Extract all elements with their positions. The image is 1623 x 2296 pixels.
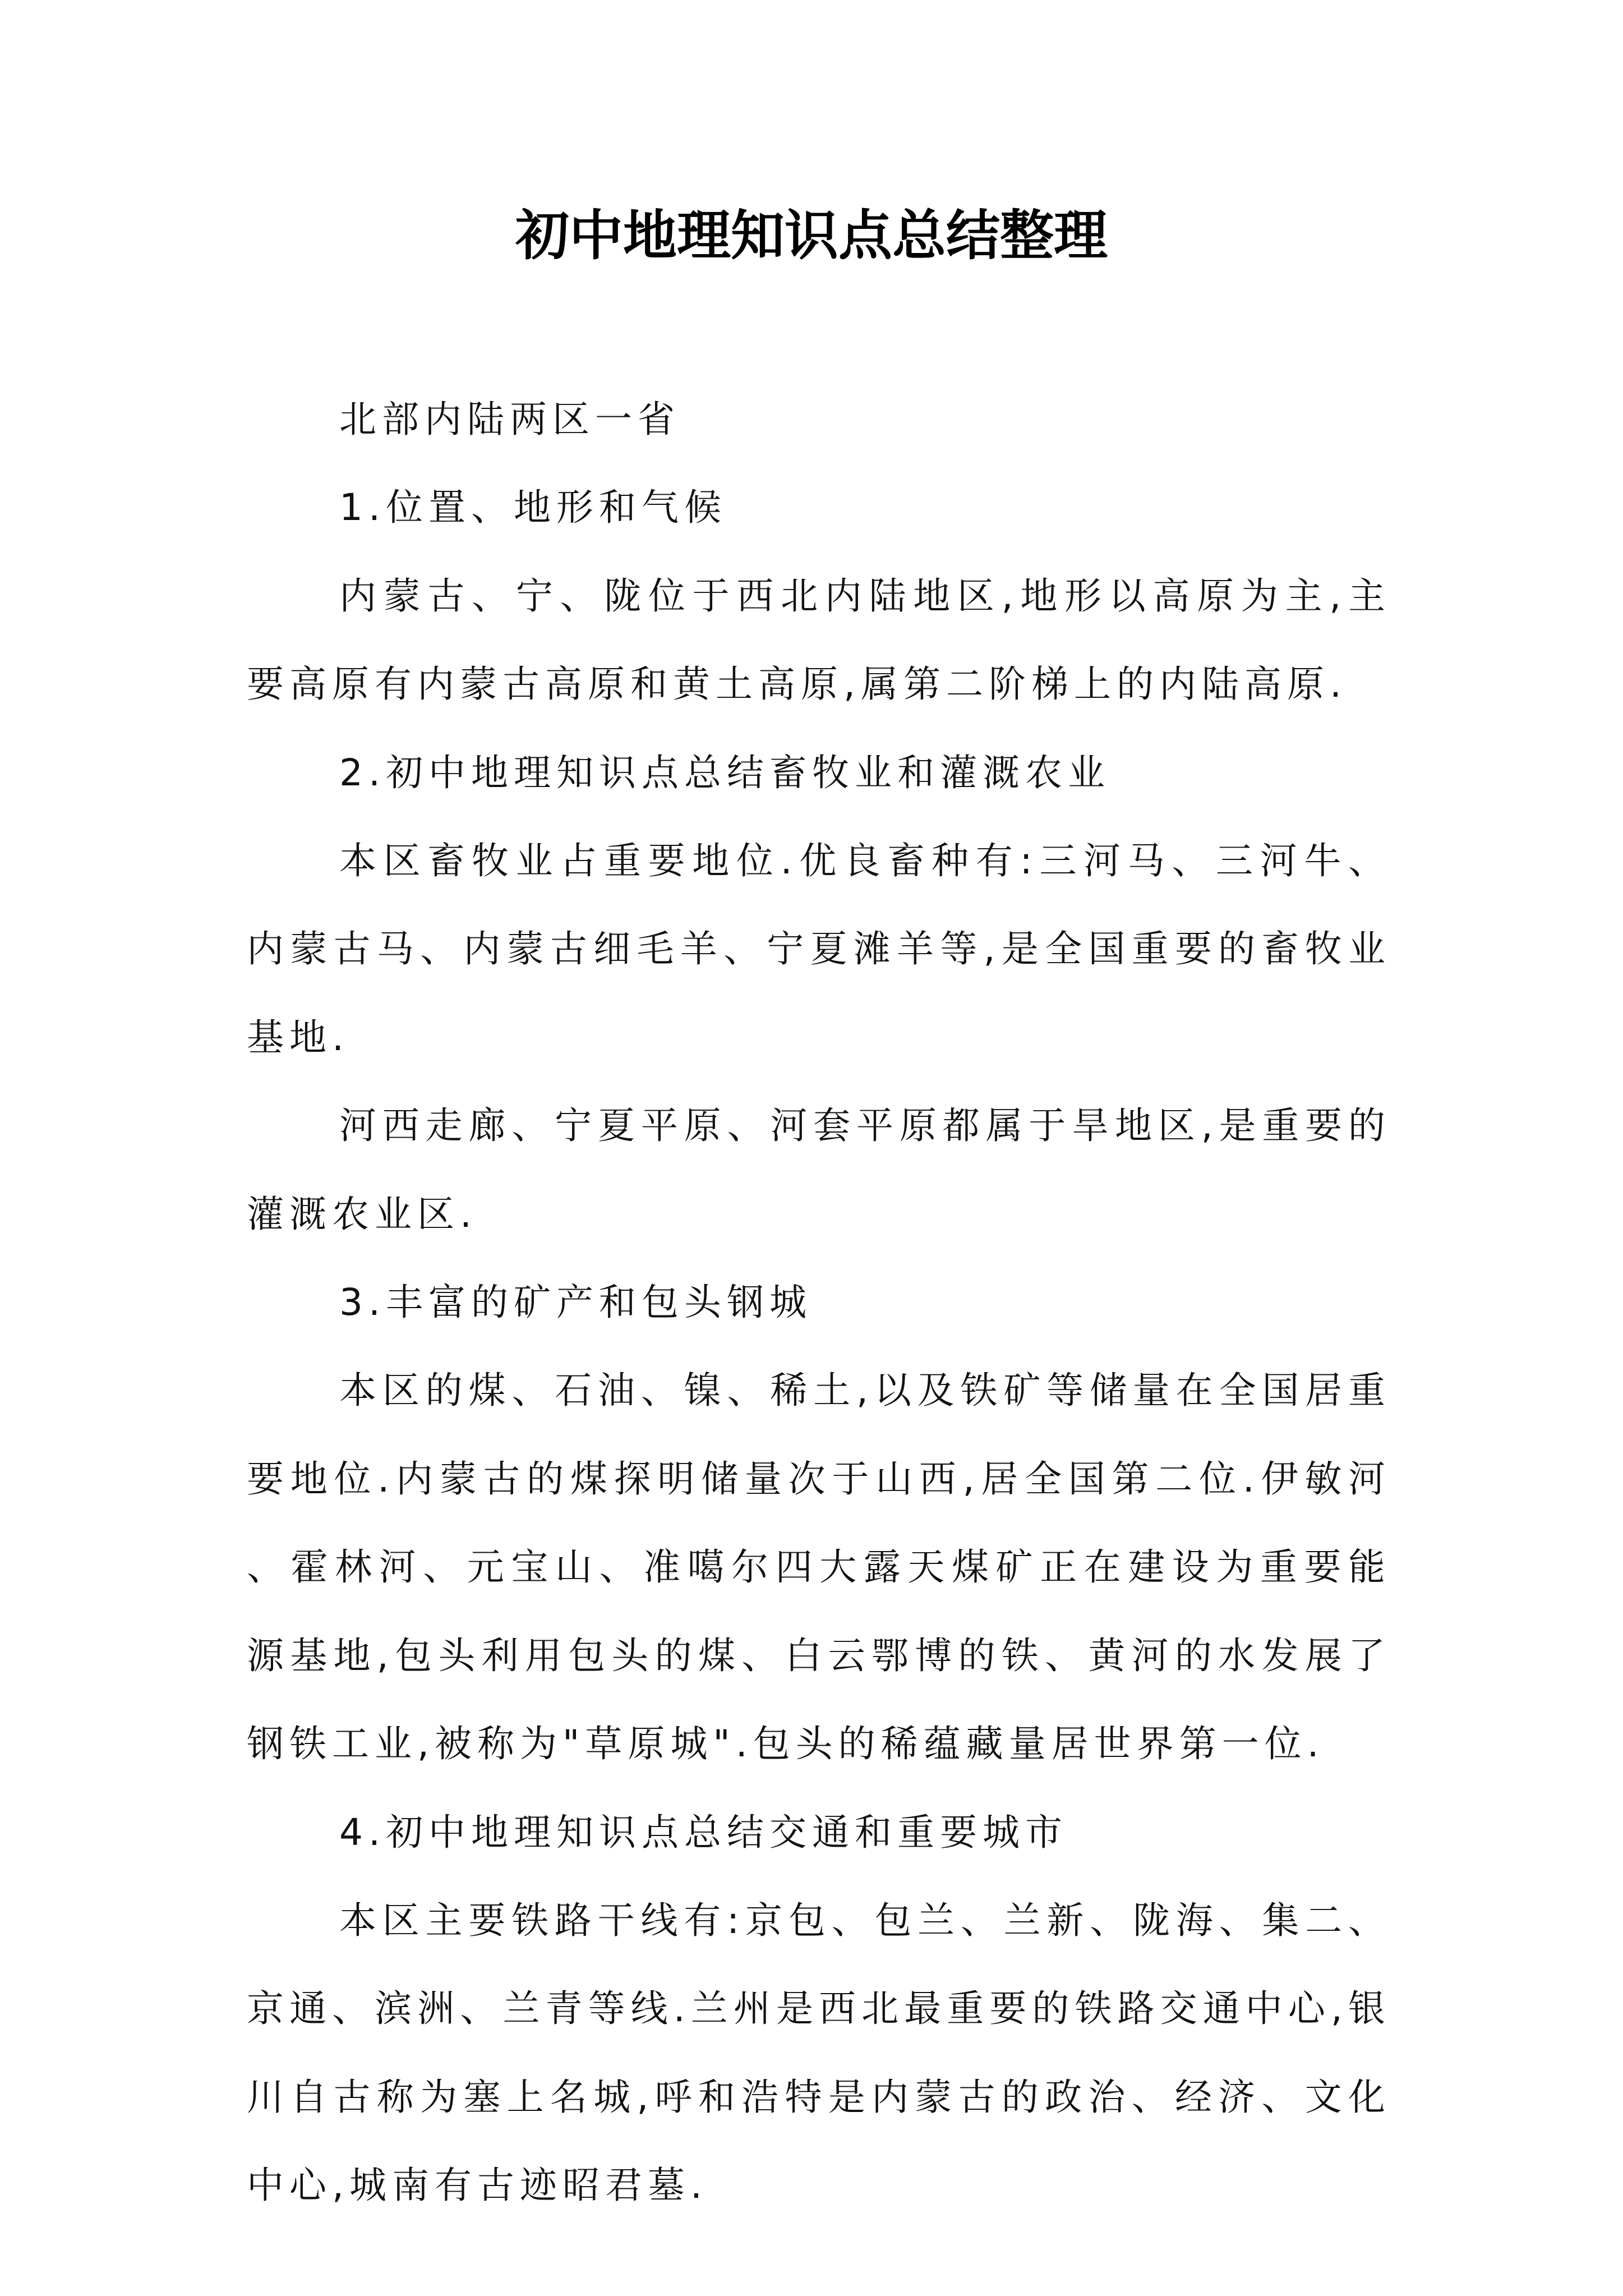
body-paragraph: 本区主要铁路干线有:京包、包兰、兰新、陇海、集二、京通、滨洲、兰青等线.兰州是西北最重要的铁路交通中心,银川自古称为塞上名城,呼和浩特是内蒙古的政治、经济、文化中心,城南有古迹昭君墓. xyxy=(247,1898,1391,2207)
body-paragraph: 本区畜牧业占重要地位.优良畜种有:三河马、三河牛、内蒙古马、内蒙古细毛羊、宁夏滩羊等,是全国重要的畜牧业基地. xyxy=(247,839,1391,1059)
subheading: 1.位置、地形和气候 xyxy=(339,486,727,530)
subheading: 4.初中地理知识点总结交通和重要城市 xyxy=(339,1810,1068,1854)
page-title: 初中地理知识点总结整理 xyxy=(515,204,1108,267)
subheading: 2.初中地理知识点总结畜牧业和灌溉农业 xyxy=(339,751,1110,794)
body-paragraph: 内蒙古、宁、陇位于西北内陆地区,地形以高原为主,主要高原有内蒙古高原和黄土高原,属第二阶梯上的内陆高原. xyxy=(247,574,1391,706)
section-heading: 北部内陆两区一省 xyxy=(339,398,680,441)
subheading: 3.丰富的矿产和包头钢城 xyxy=(339,1281,812,1324)
document-body xyxy=(247,375,1391,2230)
body-paragraph: 河西走廊、宁夏平原、河套平原都属于旱地区,是重要的灌溉农业区. xyxy=(247,1104,1391,1236)
body-paragraph: 本区的煤、石油、镍、稀土,以及铁矿等储量在全国居重要地位.内蒙古的煤探明储量次于山西,居全国第二位.伊敏河、霍林河、元宝山、准噶尔四大露天煤矿正在建设为重要能源基地,包头利用包头的煤、白云鄂博的铁、黄河的水发展了钢铁工业,被称为"草原城".包头的稀蕴藏量居世界第一位. xyxy=(247,1369,1391,1766)
